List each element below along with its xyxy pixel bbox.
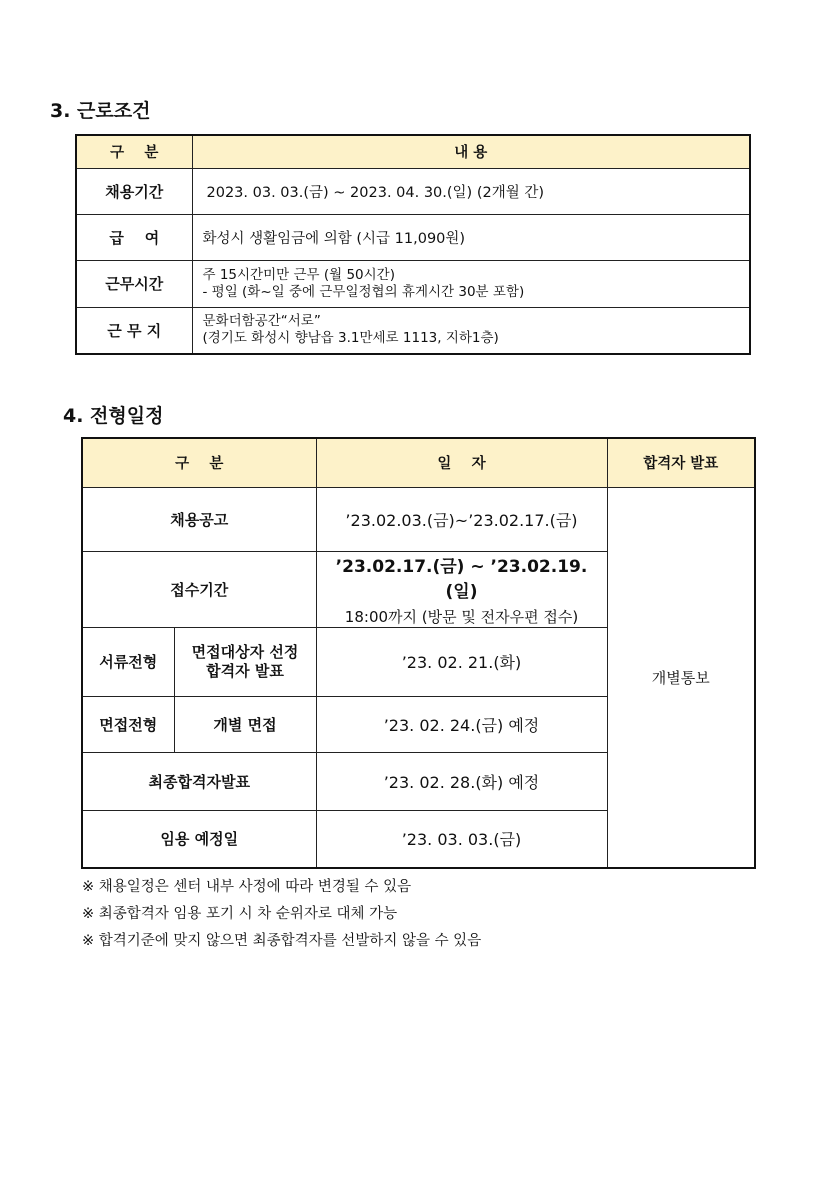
document-sub1: 면접대상자 선정 [191,642,299,661]
table-header-row [82,438,755,487]
header-category: 구 분 [76,135,192,168]
section4-title: 4. 전형일정 [63,405,164,427]
header-category: 구 분 [82,438,316,487]
table-row [82,487,755,551]
row-label-interview: 면접전형 [82,696,174,752]
row-label-final: 최종합격자발표 [82,752,316,810]
table-row [76,307,750,354]
header-date: 일 자 [316,438,607,487]
row-label-period: 채용기간 [76,168,192,214]
workplace-line1: 문화더함공간“서로” [202,313,321,330]
row-date-document: ’23. 02. 21.(화) [316,627,607,696]
note-replacement: ※ 최종합격자 임용 포기 시 차 순위자로 대체 가능 [82,906,398,922]
row-value-hours [192,260,750,307]
application-date: ’23.02.17.(금) ~ ’23.02.19.(일) [335,556,588,602]
row-date-application [316,551,607,627]
row-label-appointment: 임용 예정일 [82,810,316,868]
row-sub-document [174,627,316,696]
hours-line2: - 평일 (화~일 중에 근무일정협의 휴게시간 30분 포함) [202,283,525,300]
table-row [76,168,750,214]
row-date-interview: ’23. 02. 24.(금) 예정 [316,696,607,752]
table-header-row [76,135,750,168]
section3-title: 3. 근로조건 [50,100,151,122]
row-label-document: 서류전형 [82,627,174,696]
salary-text: 화성시 생활임금에 의함 (시급 11,090원) [202,230,466,247]
note-schedule-change: ※ 채용일정은 센터 내부 사정에 따라 변경될 수 있음 [82,879,412,895]
row-value-salary [192,214,750,260]
application-deadline: 18:00까지 (방문 및 전자우편 접수) [344,607,579,626]
note-no-selection: ※ 합격기준에 맞지 않으면 최종합격자를 선발하지 않을 수 있음 [82,933,482,949]
hours-line1: 주 15시간미만 근무 (월 50시간) [202,266,395,283]
row-label-application: 접수기간 [82,551,316,627]
announce-method: 개별통보 [607,487,755,868]
table-row [76,260,750,307]
workplace-line2: (경기도 화성시 향남읍 3.1만세로 1113, 지하1층) [202,330,499,347]
row-sub-interview: 개별 면접 [174,696,316,752]
table-row [76,214,750,260]
row-label-workplace: 근 무 지 [76,307,192,354]
row-date-final: ’23. 02. 28.(화) 예정 [316,752,607,810]
row-date-posting: ’23.02.03.(금)~’23.02.17.(금) [316,487,607,551]
header-announce: 합격자 발표 [607,438,755,487]
selection-schedule-table [81,437,756,869]
row-date-appointment: ’23. 03. 03.(금) [316,810,607,868]
row-label-posting: 채용공고 [82,487,316,551]
document-sub2: 합격자 발표 [206,661,284,680]
period-text: 2023. 03. 03.(금) ~ 2023. 04. 30.(일) (2개월 간) [206,184,544,201]
row-label-hours: 근무시간 [76,260,192,307]
row-value-workplace [192,307,750,354]
header-content: 내 용 [192,135,750,168]
working-conditions-table [75,134,751,355]
row-label-salary: 급 여 [76,214,192,260]
row-value-period [192,168,750,214]
